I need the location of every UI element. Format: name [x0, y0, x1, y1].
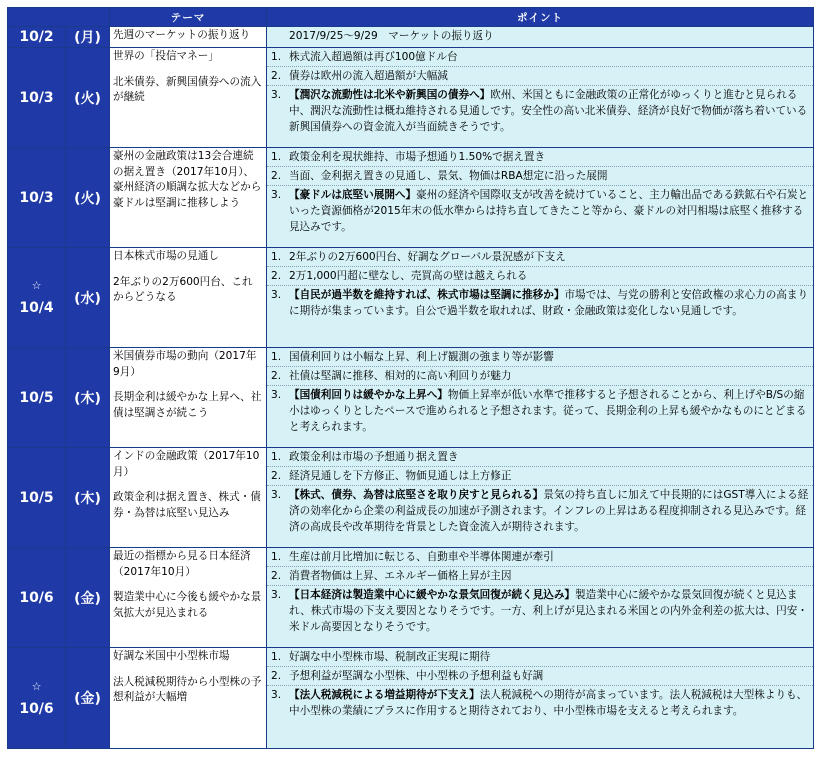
weekday-label: (水): [66, 248, 110, 348]
point-number: 3.: [271, 389, 282, 401]
point-number: 2.: [271, 370, 282, 382]
point-item: [267, 648, 813, 667]
point-item: [267, 448, 813, 467]
date-cell: [8, 27, 66, 48]
point-text: 経済見通しを下方修正、物価見通しは上方修正: [289, 470, 512, 482]
theme-title: インドの金融政策（2017年10月）: [113, 450, 260, 478]
point-item: [267, 148, 813, 167]
point-text: 豪州の経済や国際収支が改善を続けていること、主力輸出品である鉄鉱石や石炭といった資源価格が2015年末の低水準からは持ち直してきたこと等から、豪ドルの対円相場は底堅く推移する見込みです。: [289, 189, 809, 233]
weekday-label: (火): [66, 48, 110, 148]
star-icon: ☆: [31, 279, 42, 292]
point-item: [267, 367, 813, 386]
point-text: 物価上昇率が低い水準で推移すると予想されることから、利上げやB/Sの縮小はゆっくりとしたペースで進められると予想されます。従って、長期金利の上昇も緩やかなものにとどまると考えられます。: [289, 389, 807, 433]
point-number: 2.: [271, 70, 282, 82]
header-row: [8, 8, 814, 27]
point-text: 2年ぶりの2万600円台、好調なグローバル景況感が下支え: [289, 251, 566, 263]
theme-cell: [110, 48, 267, 148]
point-text: 株式流入超過額は再び100億ドル台: [289, 51, 458, 63]
point-number: 3.: [271, 689, 282, 701]
point-item: [267, 467, 813, 486]
point-item: [267, 667, 813, 686]
date-label: 10/3: [19, 189, 54, 206]
point-text: 好調な中小型株市場、税制改正実現に期待: [289, 651, 491, 663]
weekday-label: (木): [66, 448, 110, 548]
theme-title: 日本株式市場の見通し: [113, 250, 219, 262]
table-row: [8, 148, 814, 248]
point-number: 1.: [271, 251, 282, 263]
point-text: 債券は欧州の流入超過額が大幅減: [289, 70, 448, 82]
point-text: 市場では、与党の勝利と安倍政権の求心力の高まりに期待が集まっています。自公で過半数を取れれば、財政・金融政策は変化しない見通しです。: [289, 289, 809, 317]
theme-subtitle: 政策金利は据え置き、株式・債券・為替は底堅い見込み: [113, 491, 261, 519]
point-text: 社債は堅調に推移、相対的に高い利回りが魅力: [289, 370, 512, 382]
theme-title: 米国債券市場の動向（2017年9月）: [113, 350, 257, 378]
point-text: 消費者物価は上昇、エネルギー価格上昇が主因: [289, 570, 512, 582]
date-label: 10/6: [19, 589, 54, 606]
table-row: [8, 548, 814, 648]
points-cell: [267, 248, 814, 348]
point-text: 2017/9/25～9/29 マーケットの振り返り: [289, 30, 494, 42]
theme-cell: [110, 248, 267, 348]
header-point: ポイント: [267, 8, 814, 27]
theme-spacer: [113, 580, 263, 590]
point-number: 3.: [271, 189, 282, 201]
points-cell: [267, 27, 814, 48]
point-headline: 【自民が過半数を維持すれば、株式市場は堅調に推移か】: [289, 289, 565, 301]
point-text: 政策金利を現状維持、市場予想通り1.50%で据え置き: [289, 151, 546, 163]
point-headline: 【日本経済は製造業中心に緩やかな景気回復が続く見込み】: [289, 589, 576, 601]
points-cell: [267, 348, 814, 448]
theme-spacer: [113, 265, 263, 275]
date-label: 10/5: [19, 389, 54, 406]
weekday-label: (火): [66, 148, 110, 248]
table-row: [8, 648, 814, 749]
table-row: [8, 48, 814, 148]
points-cell: [267, 548, 814, 648]
point-text: 欧州、米国ともに金融政策の正常化がゆっくりと進むと見られる中、潤沢な流動性は概ね維持される見通しです。安全性の高い北米債券、経済が良好で物価が落ち着いている新興国債券への資金流入が当面続きそうです。: [289, 89, 808, 133]
point-number: 2.: [271, 170, 282, 182]
weekday-label: (木): [66, 348, 110, 448]
theme-spacer: [113, 65, 263, 75]
points-cell: [267, 448, 814, 548]
point-number: 1.: [271, 551, 282, 563]
theme-cell: [110, 27, 267, 48]
point-number: 2.: [271, 670, 282, 682]
point-text: 国債利回りは小幅な上昇、利上げ観測の強まり等が影響: [289, 351, 554, 363]
weekday-label: (金): [66, 548, 110, 648]
point-item: [267, 67, 813, 86]
table-row: [8, 348, 814, 448]
point-number: 3.: [271, 589, 282, 601]
point-item: [267, 286, 813, 320]
date-cell: [8, 48, 66, 148]
theme-cell: [110, 548, 267, 648]
date-cell: [8, 648, 66, 749]
point-headline: 【潤沢な流動性は北米や新興国の債券へ】: [289, 89, 491, 101]
point-item: [267, 567, 813, 586]
points-cell: [267, 48, 814, 148]
point-number: 1.: [271, 351, 282, 363]
point-item: [267, 686, 813, 720]
point-text: 製造業中心に緩やかな景気回復が続くと見込まれ、株式市場の下支え要因となりそうです。一方、利上げが見込まれる米国との内外金利差の拡大は、円安・米ドル高要因となりそうです。: [289, 589, 808, 633]
point-text: 生産は前月比増加に転じる、自動車や半導体関連が牽引: [289, 551, 554, 563]
date-cell: [8, 348, 66, 448]
theme-cell: [110, 648, 267, 749]
weekday-label: (金): [66, 648, 110, 749]
point-item: [267, 486, 813, 536]
theme-title: 世界の「投信マネー」: [113, 50, 219, 62]
theme-spacer: [113, 480, 263, 490]
theme-cell: [110, 148, 267, 248]
theme-subtitle: 法人税減税期待から小型株の予想利益が大幅増: [113, 675, 262, 704]
header-blank: [8, 8, 110, 27]
point-text: 当面、金利据え置きの見通し、景気、物価はRBA想定に沿った展開: [289, 170, 608, 182]
theme-title: 最近の指標から見る日本経済（2017年10月）: [113, 550, 251, 578]
point-number: 3.: [271, 89, 282, 101]
point-item: [267, 186, 813, 236]
date-label: 10/3: [19, 89, 54, 106]
point-number: 1.: [271, 451, 282, 463]
theme-subtitle: 2年ぶりの2万600円台、これからどうなる: [113, 275, 253, 304]
theme-title: 豪州の金融政策は13会合連続の据え置き（2017年10月）、豪州経済の順調な拡大などから豪ドルは堅調に推移しよう: [113, 150, 262, 209]
table-row: [8, 27, 814, 48]
point-number: 2.: [271, 270, 282, 282]
point-item: [267, 48, 813, 67]
point-text: 予想利益が堅調な小型株、中小型株の予想利益も好調: [289, 670, 544, 682]
point-item: [267, 386, 813, 436]
date-label: 10/6: [19, 700, 54, 717]
point-headline: 【株式、債券、為替は底堅さを取り戻すと見られる】: [289, 489, 544, 501]
point-number: 1.: [271, 651, 282, 663]
date-cell: [8, 248, 66, 348]
point-text: 景気の持ち直しに加えて中長期的にはGST導入による経済の効率化から企業の利益成長の加速が予測されます。インフレの上昇はある程度抑制される見込みです。経済の高成長や改革期待を背景とした資金流入が期待されます。: [289, 489, 809, 533]
theme-subtitle: 製造業中心に今後も緩やかな景気拡大が見込まれる: [113, 591, 262, 619]
point-headline: 【豪ドルは底堅い展開へ】: [289, 189, 417, 201]
point-headline: 【法人税減税による増益期待が下支え】: [289, 689, 480, 701]
date-cell: [8, 448, 66, 548]
theme-spacer: [113, 380, 263, 390]
table-row: [8, 448, 814, 548]
point-text: 法人税減税への期待が高まっています。法人税減税は大型株よりも、中小型株の業績にプラスに作用すると期待されており、中小型株市場を支えると考えられます。: [289, 689, 808, 717]
theme-cell: [110, 348, 267, 448]
theme-spacer: [113, 665, 263, 675]
point-headline: 【国債利回りは緩やかな上昇へ】: [289, 389, 448, 401]
point-number: 3.: [271, 289, 282, 301]
point-number: 1.: [271, 151, 282, 163]
theme-subtitle: 北米債券、新興国債券への流入が継続: [113, 75, 262, 104]
theme-cell: [110, 448, 267, 548]
theme-subtitle: 長期金利は緩やかな上昇へ、社債は堅調さが続こう: [113, 391, 262, 419]
header-theme: テーマ: [110, 8, 267, 27]
date-cell: [8, 148, 66, 248]
point-item: [267, 267, 813, 286]
point-item: [267, 348, 813, 367]
point-text: 2万1,000円超に壁なし、売買高の壁は越えられる: [289, 270, 528, 282]
point-item: [267, 27, 813, 45]
date-label: 10/5: [19, 489, 54, 506]
point-number: 2.: [271, 470, 282, 482]
point-item: [267, 548, 813, 567]
date-label: 10/4: [19, 300, 54, 316]
points-cell: [267, 148, 814, 248]
date-cell: [8, 548, 66, 648]
date-label: 10/2: [19, 29, 54, 45]
point-item: [267, 167, 813, 186]
points-cell: [267, 648, 814, 749]
point-item: [267, 586, 813, 636]
theme-title: 先週のマーケットの振り返り: [113, 29, 251, 41]
point-number: 1.: [271, 51, 282, 63]
point-item: [267, 86, 813, 136]
theme-title: 好調な米国中小型株市場: [113, 650, 230, 662]
point-number: 2.: [271, 570, 282, 582]
star-icon: ☆: [31, 679, 42, 693]
point-text: 政策金利は市場の予想通り据え置き: [289, 451, 459, 463]
point-item: [267, 248, 813, 267]
weekday-label: (月): [66, 27, 110, 48]
point-number: 3.: [271, 489, 282, 501]
table-row: [8, 248, 814, 348]
market-schedule-table: [7, 7, 814, 749]
